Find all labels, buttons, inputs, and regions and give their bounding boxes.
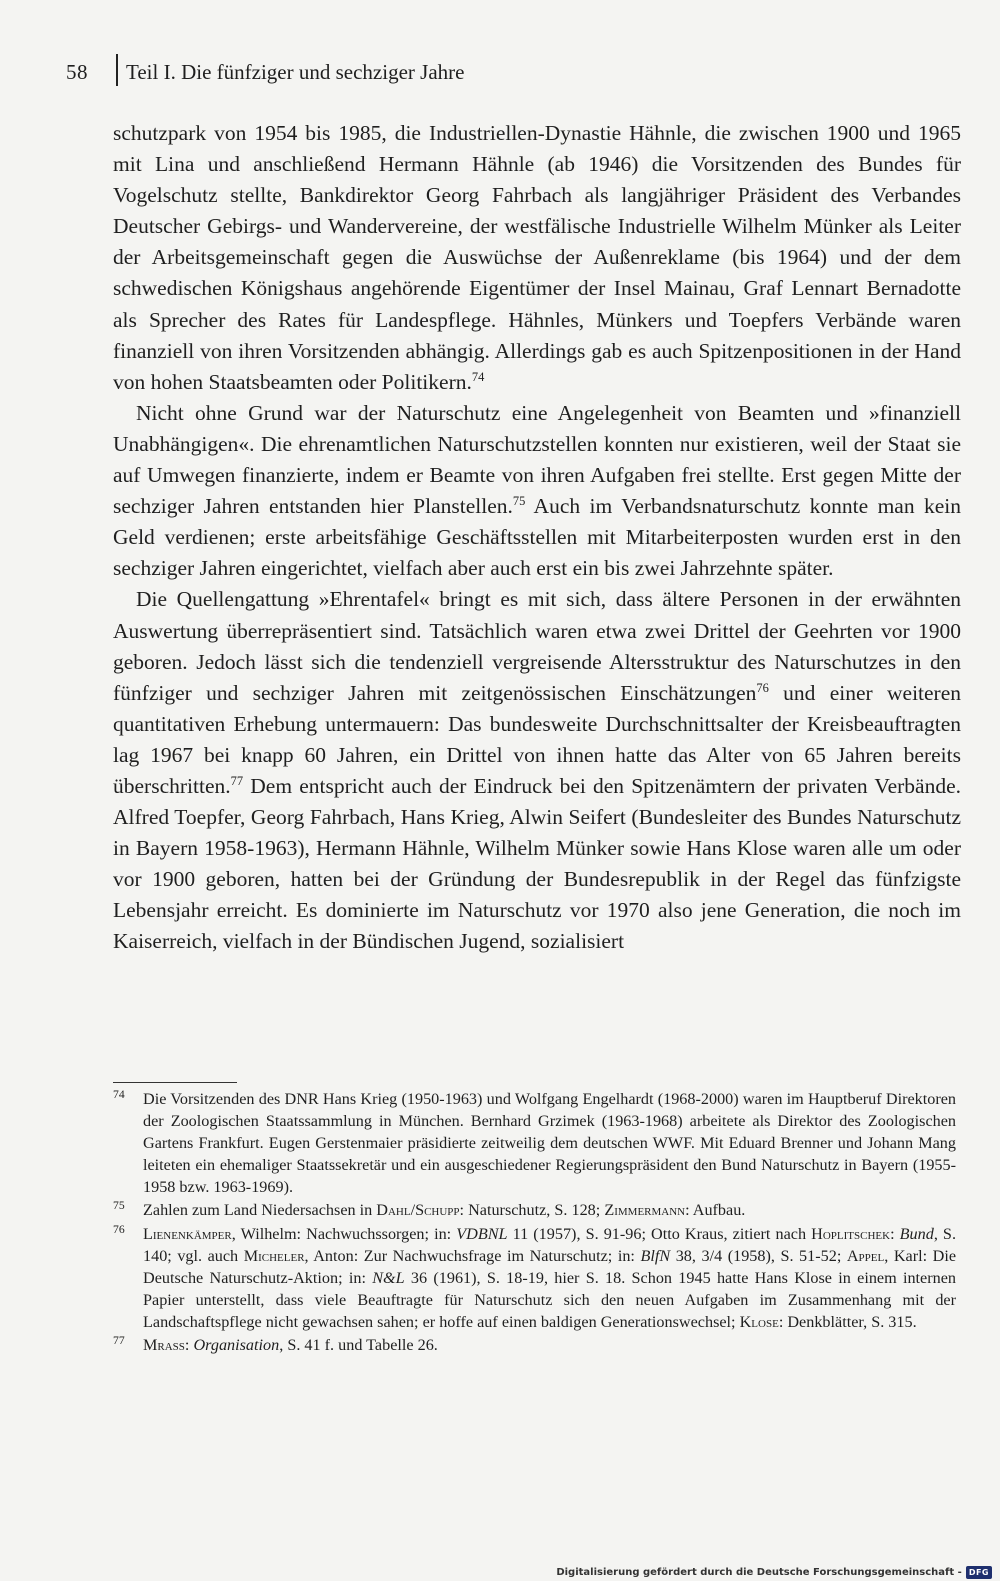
work-title: Bund [899,1224,934,1243]
author-name: Dahl/Schupp [376,1201,460,1220]
footnote-text: : Aufbau. [685,1201,746,1220]
footnote-text: : Denkblätter, S. 315. [778,1312,917,1331]
footnote-76 [113,1223,956,1333]
author-name: Hoplitschek [811,1224,891,1243]
footnote-text: , S. 41 f. und Tabelle 26. [279,1336,438,1355]
footnote-text: , Wilhelm: Nachwuchssorgen; in: [231,1224,457,1243]
paragraph-text: schutzpark von 1954 bis 1985, die Industriellen-Dynastie Hähnle, die zwischen 1900 und 1965 mit Lina und anschließend Hermann Hähnle (ab 1946) die Vorsitzenden des Bundes für Vogelschutz stellte, Bankdirektor Georg Fahrbach als langjähriger Präsident des Verbandes Deutscher Gebirgs- und Wandervereine, der westfälische Industrielle Wilhelm Münker als Leiter der Arbeitsgemeinschaft gegen die Auswüchse der Außenreklame (bis 1964) und der dem schwedischen Königshaus angehörende Eigentümer der Insel Mainau, Graf Lennart Bernadotte als Sprecher des Rates für Landespflege. Hähnles, Münkers und Toepfers Verbände waren finanziell von ihren Vorsitzenden abhängig. Allerdings gab es auch Spitzenpositionen in der Hand von hohen Staatsbeamten oder Politikern. [113,121,961,394]
footnote-text: 38, 3/4 (1958), S. 51-52; [670,1246,847,1265]
footnote-text: : [184,1336,194,1355]
footnote-75 [113,1199,956,1221]
paragraph-1 [113,118,961,398]
footnote-ref[interactable]: 77 [230,773,244,788]
footnote-number: 75 [113,1199,125,1213]
paragraph-text: Dem entspricht auch der Eindruck bei den Spitzenämtern der privaten Verbände. Alfred Toepfer, Georg Fahrbach, Hans Krieg, Alwin Seifert (Bundesleiter des Bundes Naturschutz in Bayern 1958-1963), Hermann Hähnle, Wilhelm Münker sowie Hans Klose waren alle um oder vor 1900 geboren, hatten bei der Gründung der Bundesrepublik in der Regel das fünfzigste Lebensjahr erreicht. Es dominierte im Naturschutz vor 1970 also jene Generation, die noch im Kaiserreich, vielfach in der Bündischen Jugend, sozialisiert [113,773,961,954]
footnote-text: , Anton: Zur Nachwuchsfrage im Naturschutz; in: [304,1246,641,1265]
footnote-divider [113,1082,237,1083]
journal-title: BlfN [640,1246,671,1265]
paragraph-2 [113,398,961,585]
author-name: Zimmermann [604,1201,686,1220]
footnote-text: : [890,1224,900,1243]
paragraph-text: Auch im Verbandsnaturschutz konnte man kein Geld verdienen; erste arbeitsfähige Geschäftsstellen mit Mitarbeiterposten wurden erst in den sechziger Jahren eingerichtet, vielfach aber auch erst ein bis zwei Jahrzehnte später. [113,494,961,581]
journal-title: VDBNL [456,1224,508,1243]
journal-title: N&L [372,1268,405,1287]
footnote-text: Zahlen zum Land Niedersachsen in [143,1201,377,1220]
author-name: Mrass [143,1336,185,1355]
footnote-ref[interactable]: 74 [471,369,485,384]
paragraph-text: und einer weiteren quantitativen Erhebung untermauern: Das bundesweite Durchschnittsalter der Kreisbeauftragten lag 1967 bei knapp 60 Jahren, ein Drittel von ihnen hatte das Alter von 65 Jahren bereits überschritten. [113,680,962,798]
page-number: 58 [66,60,88,84]
author-name: Klose [739,1312,779,1331]
footnote-74 [113,1088,956,1198]
footnote-77 [113,1334,956,1356]
footnote-number: 74 [113,1088,125,1101]
footnote-text: , S. 140; vgl. auch [143,1224,956,1265]
dfg-logo: DFG [966,1566,992,1579]
footnote-text: : Naturschutz, S. 128; [459,1201,605,1220]
footnote-number: 77 [113,1334,125,1348]
footnote-text: Die Vorsitzenden des DNR Hans Krieg (1950-1963) und Wolfgang Engelhardt (1968-2000) waren im Hauptberuf Direktoren der Zoologischen Staatssammlung in München. Bernhard Grzimek (1963-1968) arbeitete als Direktor des Zoologischen Gartens Frankfurt. Eugen Gerstenmaier präsidierte zeitweilig dem deutschen WWF. Mit Eduard Brenner und Johann Mang leiteten ein ehemaliger Staatssekretär und ein ausgeschiedener Regierungspräsident den Bund Naturschutz in Bayern (1955-1958 bzw. 1963-1969). [143,1090,956,1197]
footnotes [113,1088,956,1357]
paragraph-3 [113,584,961,957]
work-title: Organisation [193,1336,280,1355]
digitization-credit [556,1566,992,1579]
author-name: Lienenkämper [143,1224,232,1243]
credit-text: Digitalisierung gefördert durch die Deutsche Forschungsgemeinschaft - [556,1567,962,1578]
footnote-text: 11 (1957), S. 91-96; Otto Kraus, zitiert nach [507,1224,812,1243]
footnote-ref[interactable]: 75 [512,493,526,508]
footnote-number: 76 [113,1222,125,1236]
footnote-text: 36 (1961), S. 18-19, hier S. 18. Schon 1945 hatte Hans Klose in einem internen Papier unterstellt, dass viele Beauftragte für Naturschutz sich den neuen Aufgaben im Zusammenhang mit der Landschaftspflege nicht gewachsen sahen; er hoffe auf einen baldigen Generationswechsel; [143,1268,956,1331]
author-name: Micheler [243,1246,305,1265]
paragraph-text: Nicht ohne Grund war der Naturschutz eine Angelegenheit von Beamten und »finanziell Unabhängigen«. Die ehrenamtlichen Naturschutzstellen konnten nur existieren, weil der Staat sie auf Umwegen finanzierte, indem er Beamte von ihren Aufgaben frei stellte. Erst gegen Mitte der sechziger Jahren entstanden hier Planstellen. [113,400,961,519]
author-name: Appel [846,1246,885,1265]
footnote-text: , Karl: Die Deutsche Naturschutz-Aktion; in: [143,1246,956,1287]
header-divider [116,54,118,86]
main-text [113,118,961,958]
paragraph-text: Die Quellengattung »Ehrentafel« bringt es mit sich, dass ältere Personen in der erwähnten Auswertung überrepräsentiert sind. Tatsächlich waren etwa zwei Drittel der Geehrten vor 1900 geboren. Jedoch lässt sich die tendenziell vergreisende Altersstruktur des Naturschutzes in den fünfziger und sechziger Jahren mit zeitgenössischen Einschätzungen [113,587,961,705]
footnote-ref[interactable]: 76 [756,680,769,695]
running-head: Teil I. Die fünfziger und sechziger Jahre [126,60,465,84]
